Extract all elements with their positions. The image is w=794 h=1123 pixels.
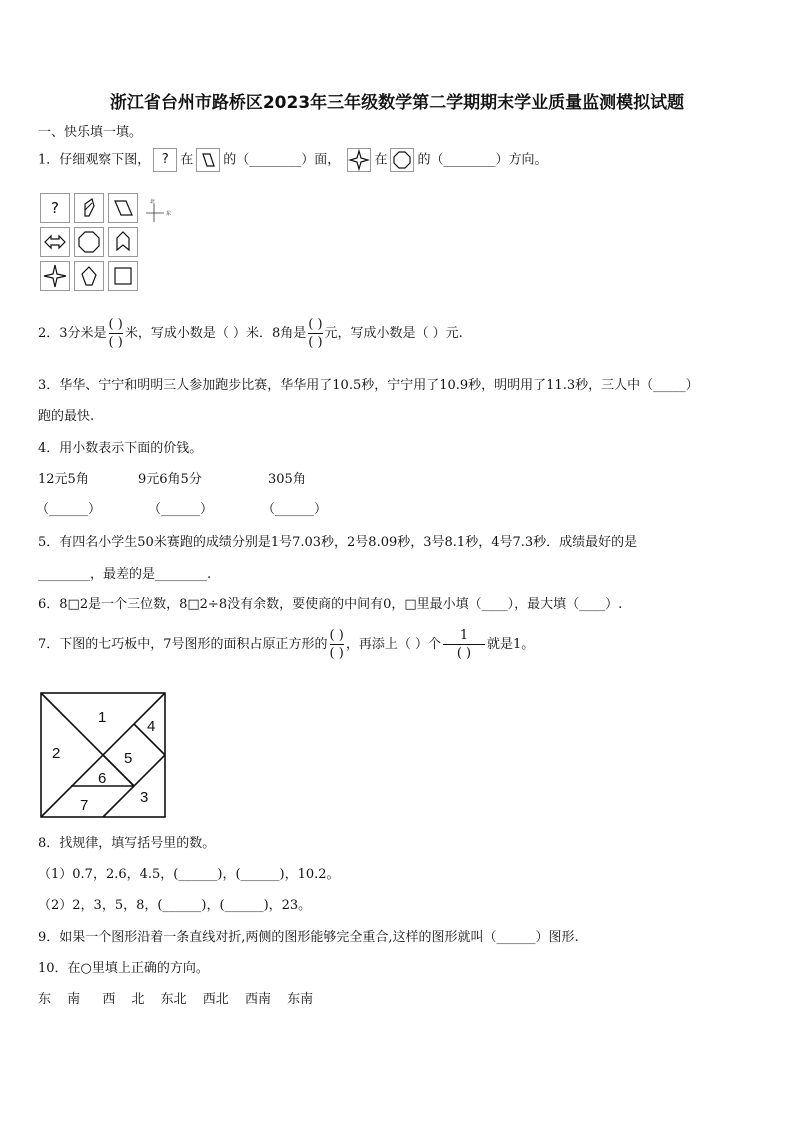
compass-north: 北 (150, 199, 156, 205)
unit-fraction (443, 627, 485, 662)
octagon-icon (74, 227, 104, 257)
section-heading: 一、快乐填一填。 (38, 125, 143, 140)
fraction-numerator: ( ) (329, 628, 344, 643)
price-item: 305角 (268, 472, 306, 487)
fraction-numerator: 1 (459, 628, 469, 643)
tangram-piece-5: 5 (124, 750, 133, 767)
parallelogram-icon (108, 193, 138, 223)
direction-word: 南 (67, 992, 81, 1007)
price-blank: （______） (36, 502, 102, 517)
price-blank: （______） (148, 502, 214, 517)
q7-text-a: 7．下图的七巧板中，7号图形的面积占原正方形的 (38, 637, 328, 652)
page-title: 浙江省台州市路桥区2023年三年级数学第二学期期末学业质量监测模拟试题 (109, 93, 685, 113)
q7-text-b: ，再添上（ ）个 (345, 637, 441, 652)
question-8-sub-2: （2）2，3，5，8，(______)，(______)，23。 (38, 898, 312, 913)
question-mark-box: ? (153, 148, 177, 172)
square-icon (108, 261, 138, 291)
fraction-numerator: ( ) (108, 317, 123, 332)
price-item: 12元5角 (38, 472, 89, 487)
direction-word: 东南 (287, 992, 314, 1007)
pentagon-arrow-icon (74, 193, 104, 223)
fraction-denominator: ( ) (108, 335, 123, 350)
direction-word: 北 (131, 992, 145, 1007)
question-1 (38, 148, 547, 172)
q2-text-b: 米，写成小数是（ ）米．8角是 (124, 326, 307, 341)
fraction-blank (109, 316, 123, 351)
q1-text-1: 在 (180, 152, 194, 168)
tangram-piece-3: 3 (140, 789, 149, 806)
star-icon (40, 261, 70, 291)
direction-word: 西 (102, 992, 116, 1007)
q1-prefix: 1．仔细观察下图， (38, 152, 151, 168)
q2-text-c: 元，写成小数是（ ）元. (324, 326, 463, 341)
fraction-denominator: ( ) (308, 335, 323, 350)
question-7 (38, 627, 534, 662)
bookmark-icon (108, 227, 138, 257)
direction-word: 西南 (244, 992, 271, 1007)
question-4-title: 4．用小数表示下面的价钱。 (38, 441, 203, 456)
question-5-line-1: 5．有四名小学生50米赛跑的成绩分别是1号7.03秒，2号8.09秒，3号8.1秒，4号7.3秒．成绩最好的是 (38, 535, 638, 550)
grid-question-mark: ? (51, 199, 59, 217)
q2-text-a: 2．3分米是 (38, 326, 107, 341)
tangram-piece-4: 4 (147, 718, 156, 735)
direction-word: 东北 (160, 992, 187, 1007)
grid-question-cell (40, 193, 70, 223)
question-2 (38, 316, 463, 351)
question-9: 9．如果一个图形沿着一条直线对折,两侧的图形能够完全重合,这样的图形就叫（______）图形. (38, 930, 579, 945)
question-8-sub-1: （1）0.7，2.6，4.5，(______)，(______)，10.2。 (38, 867, 340, 882)
double-arrow-icon (40, 227, 70, 257)
question-10-title: 10．在○里填上正确的方向。 (38, 961, 209, 976)
star-icon (347, 148, 371, 172)
tangram-piece-6: 6 (98, 770, 107, 787)
fraction-blank (308, 316, 322, 351)
fraction-denominator: ( ) (456, 646, 472, 661)
question-3-line-1: 3．华华、宁宁和明明三人参加跑步比赛，华华用了10.5秒，宁宁用了10.9秒，明明用了11.3秒，三人中（_____） (38, 378, 699, 393)
price-blank: （______） (262, 502, 328, 517)
direction-list (38, 988, 313, 1007)
parallelogram-icon (196, 148, 220, 172)
compass-icon (144, 198, 174, 228)
tangram-piece-7: 7 (80, 797, 89, 814)
question-5-line-2: ________，最差的是________. (38, 567, 212, 582)
q1-text-2: 的（________）面， (223, 152, 341, 168)
q1-text-4: 的（________）方向。 (417, 152, 548, 168)
question-6: 6．8□2是一个三位数，8□2÷8没有余数，要使商的中间有0，□里最小填（____），最大填（____）. (38, 597, 623, 612)
direction-word: 东 (38, 992, 52, 1007)
price-item: 9元6角5分 (138, 472, 202, 487)
direction-word: 西北 (202, 992, 229, 1007)
octagon-icon (390, 148, 414, 172)
irregular-pentagon-icon (74, 261, 104, 291)
question-3-line-2: 跑的最快. (38, 409, 95, 424)
fraction-numerator: ( ) (308, 317, 323, 332)
compass-east: 东 (166, 211, 172, 217)
tangram-figure (40, 692, 168, 820)
tangram-piece-1: 1 (98, 709, 107, 726)
q7-text-c: 就是1。 (486, 637, 535, 652)
question-8-title: 8．找规律，填写括号里的数。 (38, 836, 216, 851)
fraction-blank (330, 627, 344, 662)
tangram-piece-2: 2 (52, 745, 61, 762)
q1-text-3: 在 (374, 152, 388, 168)
fraction-denominator: ( ) (329, 646, 344, 661)
